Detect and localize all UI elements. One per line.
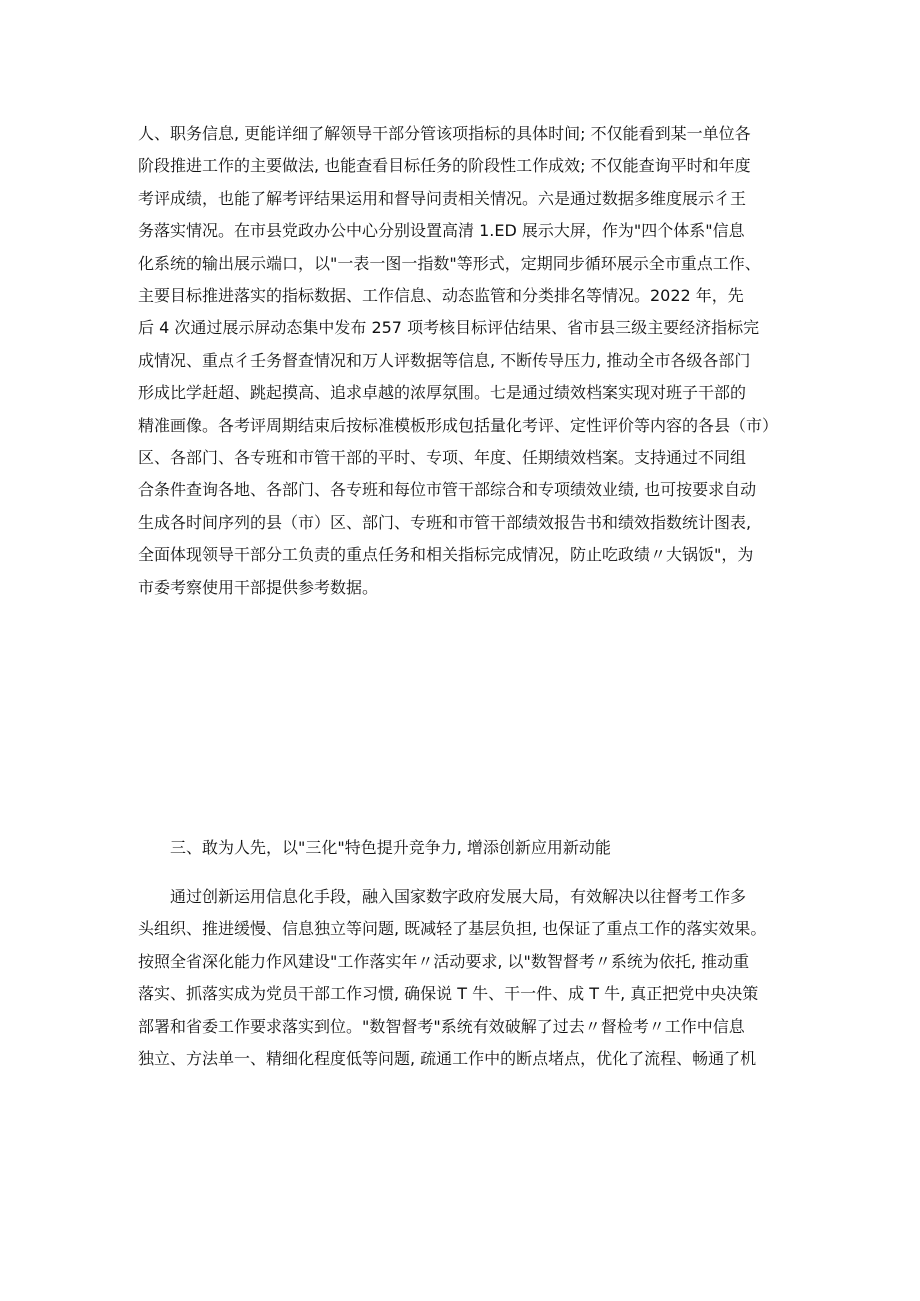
text-line: 独立、方法单一、精细化程度低等问题, 疏通工作中的断点堵点，优化了流程、畅通了机 — [138, 1049, 757, 1069]
text-line: 人、职务信息, 更能详细了解领导干部分管该项指标的具体时间; 不仅能看到某一单位各 — [138, 124, 751, 143]
paragraph-performance-archives — [138, 118, 784, 604]
paragraph-innovation — [138, 881, 784, 1075]
text-line: 化系统的输出展示端口，以"一表一图一指数"等形式，定期同步循环展示全市重点工作、 — [138, 253, 761, 273]
text-line: 头组织、推进缓慢、信息独立等问题, 既减轻了基层负担, 也保证了重点工作的落实效果。 — [138, 919, 767, 939]
text-line: 通过创新运用信息化手段，融入国家数字政府发展大局，有效解决以往督考工作多 — [170, 887, 747, 906]
text-line: 市委考察使用干部提供参考数据。 — [138, 577, 379, 597]
text-line: 成情况、重点彳壬务督查情况和万人评数据等信息, 不断传导压力, 推动全市各级各部门 — [138, 350, 751, 370]
text-line: 精准画像。各考评周期结束后按标准模板形成包括量化考评、定性评价等内容的各县（市） — [138, 415, 779, 435]
heading-text: 三、敢为人先，以"三化"特色提升竞争力, 增添创新应用新动能 — [170, 838, 611, 857]
text-line: 阶段推进工作的主要做法, 也能查看目标任务的阶段性工作成效; 不仅能查询平时和年度 — [138, 156, 751, 176]
section-heading-3 — [138, 832, 784, 864]
text-line: 后 4 次通过展示屏动态集中发布 257 项考核目标评估结果、省市县三级主要经济指标完 — [138, 318, 760, 338]
text-line: 部署和省委工作要求落实到位。"数智督考"系统有效破解了过去〃督检考〃工作中信息 — [138, 1016, 745, 1036]
text-line: 全面体现领导干部分工负责的重点任务和相关指标完成情况，防止吃政绩〃大锅饭"，为 — [138, 545, 754, 565]
text-line: 合条件查询各地、各部门、各专班和每位市管干部综合和专项绩效业绩, 也可按要求自动 — [138, 480, 757, 500]
text-line: 按照全省深化能力作风建设"工作落实年〃活动要求, 以"数智督考〃系统为依托, 推动重 — [138, 951, 750, 971]
text-line: 落实、抓落实成为党员干部工作习惯, 确保说 T 牛、干一件、成 T 牛, 真正把党中央决策 — [138, 984, 759, 1004]
text-line: 形成比学赶超、跳起摸高、追求卓越的浓厚氛围。七是通过绩效档案实现对班子干部的 — [138, 383, 747, 403]
text-line: 主要目标推进落实的指标数据、工作信息、动态监管和分类排名等情况。2022 年，先 — [138, 286, 744, 306]
text-line: 生成各时间序列的县（市）区、部门、专班和市管干部绩效报告书和绩效指数统计图表, — [138, 512, 752, 532]
text-line: 考评成绩，也能了解考评结果运用和督导问责相关情况。六是通过数据多维度展示彳王 — [138, 188, 747, 208]
text-line: 务落实情况。在市县党政办公中心分别设置高清 1.ED 展示大屏，作为"四个体系"信息 — [138, 221, 745, 241]
text-line: 区、各部门、各专班和市管干部的平时、专项、年度、任期绩效档案。支持通过不同组 — [138, 448, 747, 468]
